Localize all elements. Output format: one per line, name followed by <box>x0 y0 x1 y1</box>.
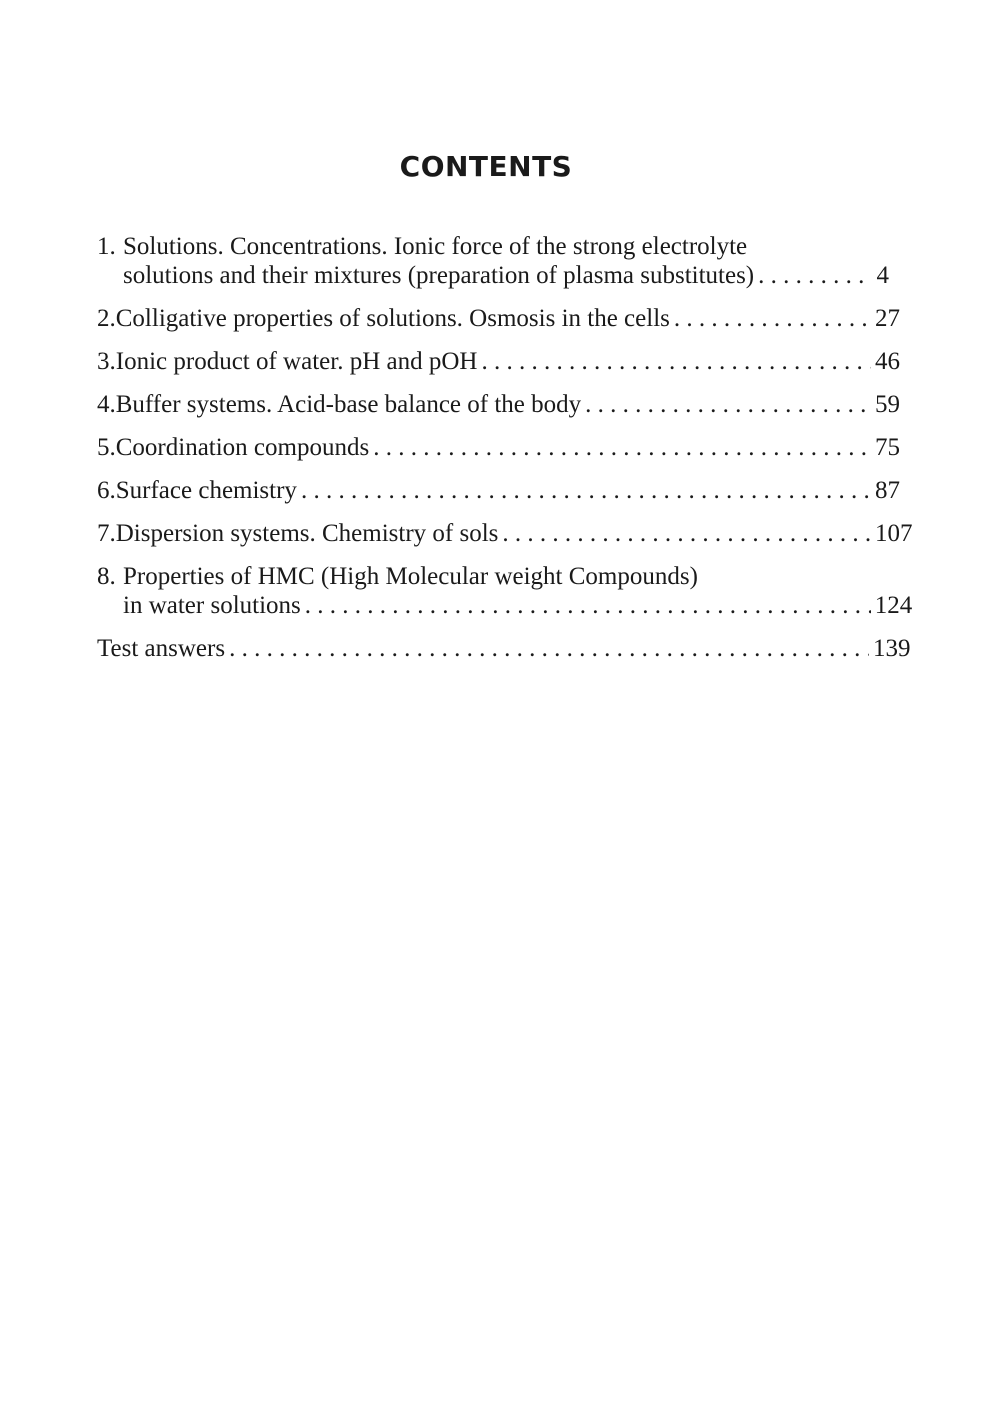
page-number: 87 <box>875 477 900 504</box>
toc-entry-5[interactable] <box>97 433 900 462</box>
toc-line <box>97 261 889 290</box>
toc-line <box>97 476 900 505</box>
dot-leader <box>674 304 871 333</box>
entry-title-continued: in water solutions <box>123 592 301 619</box>
entry-title-continued: solutions and their mixtures (preparation of plasma substitutes) <box>123 262 755 289</box>
toc-line <box>97 304 900 333</box>
toc-line <box>97 347 900 376</box>
toc-entry-7[interactable] <box>97 519 913 548</box>
dot-leader <box>502 519 871 548</box>
page-number: 4 <box>876 262 889 289</box>
dot-leader <box>758 261 871 290</box>
toc-line <box>97 232 889 261</box>
toc-entry-2[interactable] <box>97 304 900 333</box>
toc-line <box>97 562 889 591</box>
page-number: 139 <box>872 635 911 662</box>
entry-title: Ionic product of water. pH and pOH <box>115 348 478 375</box>
dot-leader <box>373 433 871 462</box>
entry-number: 6. <box>97 477 116 504</box>
page-number: 46 <box>875 348 900 375</box>
dot-leader <box>229 634 869 663</box>
page-number: 27 <box>875 305 900 332</box>
toc-entry-1[interactable] <box>97 232 889 290</box>
toc-line <box>97 519 913 548</box>
page-number: 107 <box>875 520 913 547</box>
entry-number: 1. <box>97 233 116 260</box>
dot-leader <box>301 476 871 505</box>
toc-entry-test-answers[interactable] <box>97 634 911 663</box>
page-title: CONTENTS <box>399 150 573 183</box>
entry-number: 7. <box>97 520 116 547</box>
toc-line <box>97 433 900 462</box>
page-number: 59 <box>875 391 900 418</box>
dot-leader <box>305 591 871 620</box>
toc-line <box>97 634 911 663</box>
entry-number: 5. <box>97 434 116 461</box>
entry-title: Test answers <box>97 635 226 662</box>
entry-title: Properties of HMC (High Molecular weight Compounds) <box>123 563 698 590</box>
table-of-contents <box>97 232 913 677</box>
entry-title: Coordination compounds <box>115 434 370 461</box>
toc-entry-8[interactable] <box>97 562 913 620</box>
dot-leader <box>481 347 871 376</box>
entry-number: 3. <box>97 348 116 375</box>
entry-title: Dispersion systems. Chemistry of sols <box>115 520 499 547</box>
toc-line <box>97 591 913 620</box>
entry-title: Buffer systems. Acid-base balance of the body <box>115 391 582 418</box>
entry-number: 8. <box>97 563 116 590</box>
entry-title: Colligative properties of solutions. Osmosis in the cells <box>115 305 670 332</box>
toc-line <box>97 390 900 419</box>
page-number: 75 <box>875 434 900 461</box>
toc-entry-3[interactable] <box>97 347 900 376</box>
dot-leader <box>585 390 871 419</box>
toc-entry-4[interactable] <box>97 390 900 419</box>
entry-number: 4. <box>97 391 116 418</box>
entry-title: Solutions. Concentrations. Ionic force of the strong electrolyte <box>123 233 748 260</box>
toc-entry-6[interactable] <box>97 476 900 505</box>
entry-number: 2. <box>97 305 116 332</box>
page-number: 124 <box>874 592 913 619</box>
entry-title: Surface chemistry <box>115 477 297 504</box>
